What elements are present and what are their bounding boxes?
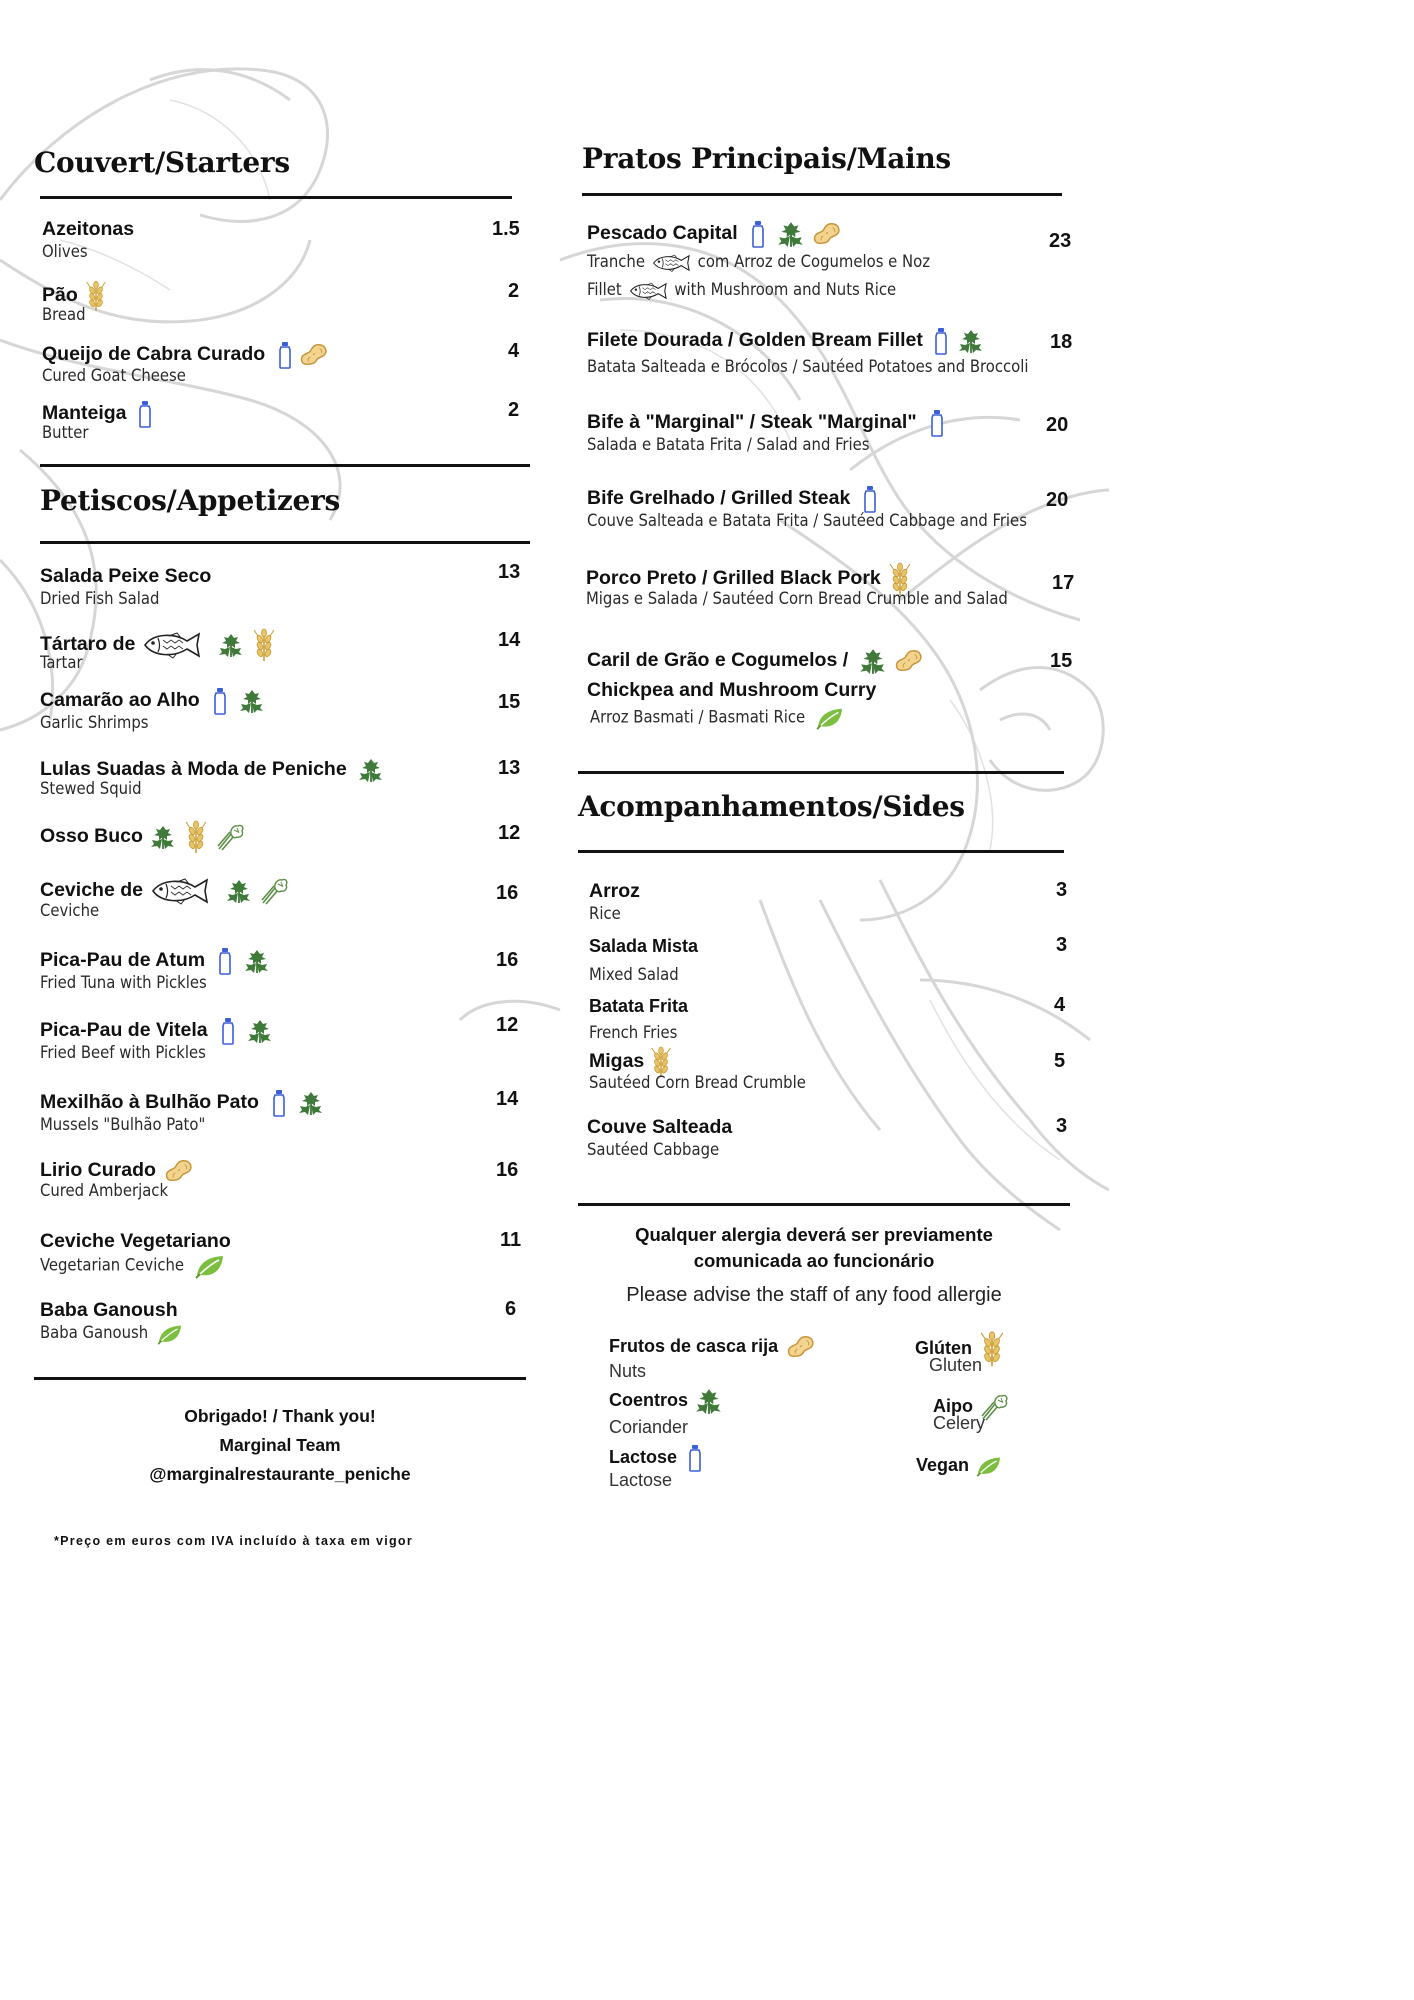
item-name: Osso Buco <box>40 825 143 848</box>
allergy-heading-line2: comunicada ao funcionário <box>693 1250 935 1271</box>
item-price: 3 <box>1056 1115 1068 1137</box>
legend-name: Vegan <box>916 1455 970 1475</box>
coriander-icon <box>957 327 985 355</box>
item-name: Bife Grelhado / Grilled Steak <box>587 487 851 510</box>
item-desc: Ceviche <box>40 901 100 920</box>
menu-item-caril <box>587 646 924 730</box>
legend-sub: Nuts <box>609 1361 647 1382</box>
vegan-leaf-icon <box>975 1455 1003 1477</box>
menu-item-queijo <box>42 341 329 387</box>
item-price: 23 <box>1049 230 1072 252</box>
item-price: 12 <box>498 822 521 844</box>
fish-icon <box>628 281 670 301</box>
item-desc: Tranche <box>587 252 645 271</box>
item-desc: Fillet <box>587 280 622 299</box>
side-item-salada-mista <box>589 934 698 986</box>
item-desc: Bread <box>42 305 86 324</box>
side-item-couve <box>587 1115 732 1161</box>
item-desc: Sautéed Corn Bread Crumble <box>589 1073 806 1092</box>
item-desc: Baba Ganoush <box>40 1323 149 1342</box>
item-desc: Couve Salteada e Batata Frita / Sautéed Cabbage and Fries <box>587 511 1027 530</box>
item-desc: Fried Tuna with Pickles <box>40 973 207 992</box>
item-name: Bife à "Marginal" / Steak "Marginal" <box>587 411 917 434</box>
item-name: Ceviche Vegetariano <box>40 1230 231 1252</box>
item-name: Baba Ganoush <box>40 1299 178 1321</box>
menu-item-osso-buco <box>40 820 245 854</box>
section-divider <box>578 850 1064 853</box>
legend-name: Coentros <box>609 1389 689 1410</box>
item-price: 4 <box>1054 994 1066 1016</box>
item-price: 16 <box>496 949 519 971</box>
vegan-leaf-icon <box>156 1323 184 1345</box>
section-divider <box>40 196 512 199</box>
side-item-arroz <box>589 879 640 925</box>
item-desc: Garlic Shrimps <box>40 713 149 732</box>
item-price: 14 <box>496 1088 519 1110</box>
item-price: 1.5 <box>492 218 520 240</box>
legend-vegan <box>916 1453 1003 1477</box>
milk-bottle-icon <box>929 408 945 438</box>
section-divider <box>40 541 530 544</box>
item-name: Mexilhão à Bulhão Pato <box>40 1091 259 1114</box>
starters-title: Couvert/Starters <box>34 146 290 179</box>
menu-item-lulas <box>40 756 385 800</box>
menu-item-baba-ganoush <box>40 1298 184 1345</box>
item-name: Manteiga <box>42 402 127 425</box>
item-price: 15 <box>1050 650 1073 672</box>
wheat-icon <box>978 1330 1006 1368</box>
wheat-icon <box>251 628 277 662</box>
legend-name: Lactose <box>609 1446 678 1467</box>
item-name: Pica-Pau de Atum <box>40 949 206 972</box>
legend-name: Frutos de casca rija <box>609 1336 779 1356</box>
appetizers-title: Petiscos/Appetizers <box>40 484 340 517</box>
allergy-subtext: Please advise the staff of any food allergie <box>626 1284 1002 1306</box>
item-price: 20 <box>1046 489 1069 511</box>
menu-item-pica-pau-vitela <box>40 1016 274 1064</box>
side-item-batata-frita <box>589 994 688 1044</box>
item-desc: Dried Fish Salad <box>40 589 160 608</box>
item-name-en: Chickpea and Mushroom Curry <box>587 679 877 701</box>
item-name: Batata Frita <box>589 996 689 1016</box>
legend-nuts <box>609 1334 816 1382</box>
item-name: Lirio Curado <box>40 1159 156 1182</box>
item-name: Salada Mista <box>589 936 699 956</box>
item-name: Couve Salteada <box>587 1116 733 1138</box>
fish-icon <box>651 253 693 273</box>
menu-item-azeitonas <box>42 217 134 263</box>
item-price: 5 <box>1054 1050 1066 1072</box>
milk-bottle-icon <box>137 400 153 428</box>
coriander-icon <box>243 947 271 975</box>
menu-item-lirio <box>40 1158 194 1202</box>
item-price: 18 <box>1050 331 1073 353</box>
item-desc: Sautéed Cabbage <box>587 1140 720 1159</box>
item-price: 3 <box>1056 879 1068 901</box>
legend-sub: Gluten <box>929 1355 983 1375</box>
coriander-icon <box>246 1017 274 1045</box>
peanut-icon <box>164 1158 194 1184</box>
legend-sub: Lactose <box>609 1470 673 1490</box>
menu-item-camarao <box>40 686 266 734</box>
menu-item-pica-pau-atum <box>40 946 271 994</box>
instagram-handle: @marginalrestaurante_peniche <box>149 1464 411 1484</box>
peanut-icon <box>786 1334 816 1360</box>
item-price: 6 <box>505 1298 517 1320</box>
menu-item-bife-grelhado <box>587 484 1027 532</box>
milk-bottle-icon <box>687 1443 703 1473</box>
item-price: 12 <box>496 1014 519 1036</box>
fish-icon <box>141 631 205 659</box>
item-price: 13 <box>498 757 521 779</box>
menu-item-pescado-capital <box>587 219 930 301</box>
price-note: *Preço em euros com IVA incluído à taxa em vigor <box>54 1534 414 1548</box>
legend-name: Glúten <box>915 1337 972 1358</box>
item-name: Caril de Grão e Cogumelos / <box>587 649 849 672</box>
item-desc: com Arroz de Cogumelos e Noz <box>697 252 931 271</box>
coriander-icon <box>225 877 253 905</box>
item-price: 16 <box>496 1159 519 1181</box>
peanut-icon <box>812 221 842 247</box>
menu-item-mexilhao <box>40 1088 325 1136</box>
milk-bottle-icon <box>750 219 766 249</box>
item-desc: Stewed Squid <box>40 779 142 798</box>
item-name: Pica-Pau de Vitela <box>40 1019 208 1042</box>
item-desc: Mussels "Bulhão Pato" <box>40 1115 206 1134</box>
menu-item-salada-peixe-seco <box>40 564 211 610</box>
celery-icon <box>215 822 245 852</box>
item-price: 17 <box>1052 572 1075 594</box>
menu-item-tartaro <box>40 628 277 674</box>
coriander-icon <box>238 687 266 715</box>
item-name: Salada Peixe Seco <box>40 565 212 587</box>
item-name: Porco Preto / Grilled Black Pork <box>586 567 881 590</box>
item-name: Migas <box>589 1050 645 1073</box>
wheat-icon <box>183 820 209 854</box>
fish-icon <box>149 877 213 905</box>
thank-you-text: Obrigado! / Thank you! <box>184 1406 376 1426</box>
team-name: Marginal Team <box>219 1435 341 1455</box>
peanut-icon <box>894 648 924 674</box>
milk-bottle-icon <box>212 686 228 716</box>
item-name: Filete Dourada / Golden Bream Fillet <box>587 329 923 352</box>
vegan-leaf-icon <box>194 1253 226 1279</box>
item-name: Camarão ao Alho <box>40 689 200 712</box>
item-price: 13 <box>498 561 521 583</box>
item-price: 16 <box>496 882 519 904</box>
item-price: 14 <box>498 629 521 651</box>
coriander-icon <box>776 219 806 249</box>
coriander-icon <box>357 756 385 784</box>
menu-item-manteiga <box>42 400 153 444</box>
legend-sub: Celery <box>933 1413 986 1433</box>
item-desc: Fried Beef with Pickles <box>40 1043 206 1062</box>
legend-coriander <box>609 1386 724 1438</box>
item-desc: Migas e Salada / Sautéed Corn Bread Crumble and Salad <box>586 589 1008 608</box>
legend-lactose <box>609 1443 703 1491</box>
item-price: 2 <box>508 399 520 421</box>
item-name: Tártaro de <box>40 633 136 656</box>
menu-item-ceviche-vegetariano <box>40 1229 231 1279</box>
item-desc: Batata Salteada e Brócolos / Sautéed Potatoes and Broccoli <box>587 357 1029 376</box>
milk-bottle-icon <box>277 341 293 369</box>
menu-item-ceviche <box>40 876 289 922</box>
legend-sub: Coriander <box>609 1417 689 1437</box>
sides-title: Acompanhamentos/Sides <box>578 790 965 823</box>
menu-item-pao <box>42 280 108 326</box>
thank-you-block <box>34 1402 526 1489</box>
item-price: 4 <box>508 340 520 362</box>
item-price: 3 <box>1056 934 1068 956</box>
legend-gluten <box>915 1330 1006 1376</box>
mains-title: Pratos Principais/Mains <box>582 142 951 175</box>
item-desc: French Fries <box>589 1023 678 1042</box>
item-name: Pão <box>42 284 78 307</box>
item-desc: Tartar <box>40 653 83 672</box>
milk-bottle-icon <box>220 1016 236 1046</box>
item-name: Pescado Capital <box>587 222 738 245</box>
item-name: Azeitonas <box>42 218 135 240</box>
vegan-leaf-icon <box>815 706 845 730</box>
item-price: 20 <box>1046 414 1069 436</box>
coriander-icon <box>149 823 177 851</box>
coriander-icon <box>217 631 245 659</box>
item-desc: Cured Amberjack <box>40 1181 169 1200</box>
menu-item-filete-dourada <box>587 326 1029 378</box>
allergy-heading-line1: Qualquer alergia deverá ser previamente <box>635 1224 993 1245</box>
section-divider <box>578 1203 1070 1206</box>
item-desc: Olives <box>42 242 88 261</box>
coriander-icon <box>297 1089 325 1117</box>
section-divider <box>582 193 1062 196</box>
item-desc: Butter <box>42 423 89 442</box>
allergy-notice <box>580 1222 1048 1307</box>
section-divider <box>40 464 530 467</box>
milk-bottle-icon <box>933 326 949 356</box>
menu-item-bife-marginal <box>587 408 945 456</box>
section-divider <box>578 771 1064 774</box>
peanut-icon <box>299 342 329 368</box>
item-desc: Salada e Batata Frita / Salad and Fries <box>587 435 870 454</box>
item-desc: Vegetarian Ceviche <box>40 1255 185 1275</box>
legend-celery <box>933 1392 1009 1434</box>
item-price: 11 <box>500 1229 522 1251</box>
item-desc: Arroz Basmati / Basmati Rice <box>590 707 806 727</box>
item-desc: Cured Goat Cheese <box>42 366 186 385</box>
item-desc: Rice <box>589 904 621 923</box>
item-price: 15 <box>498 691 521 713</box>
item-desc: with Mushroom and Nuts Rice <box>674 280 897 299</box>
legend-name: Aipo <box>933 1395 973 1416</box>
celery-icon <box>259 876 289 906</box>
coriander-icon <box>694 1386 724 1416</box>
item-name: Ceviche de <box>40 879 143 902</box>
wheat-icon <box>84 280 108 312</box>
side-item-migas <box>589 1046 806 1094</box>
section-divider <box>34 1377 526 1380</box>
item-price: 2 <box>508 280 520 302</box>
milk-bottle-icon <box>217 946 233 976</box>
item-name: Lulas Suadas à Moda de Peniche <box>40 758 347 781</box>
item-name: Queijo de Cabra Curado <box>42 343 266 366</box>
item-name: Arroz <box>589 880 640 902</box>
milk-bottle-icon <box>271 1088 287 1118</box>
menu-item-porco-preto <box>586 562 1008 610</box>
coriander-icon <box>858 646 888 676</box>
item-desc: Mixed Salad <box>589 965 679 984</box>
